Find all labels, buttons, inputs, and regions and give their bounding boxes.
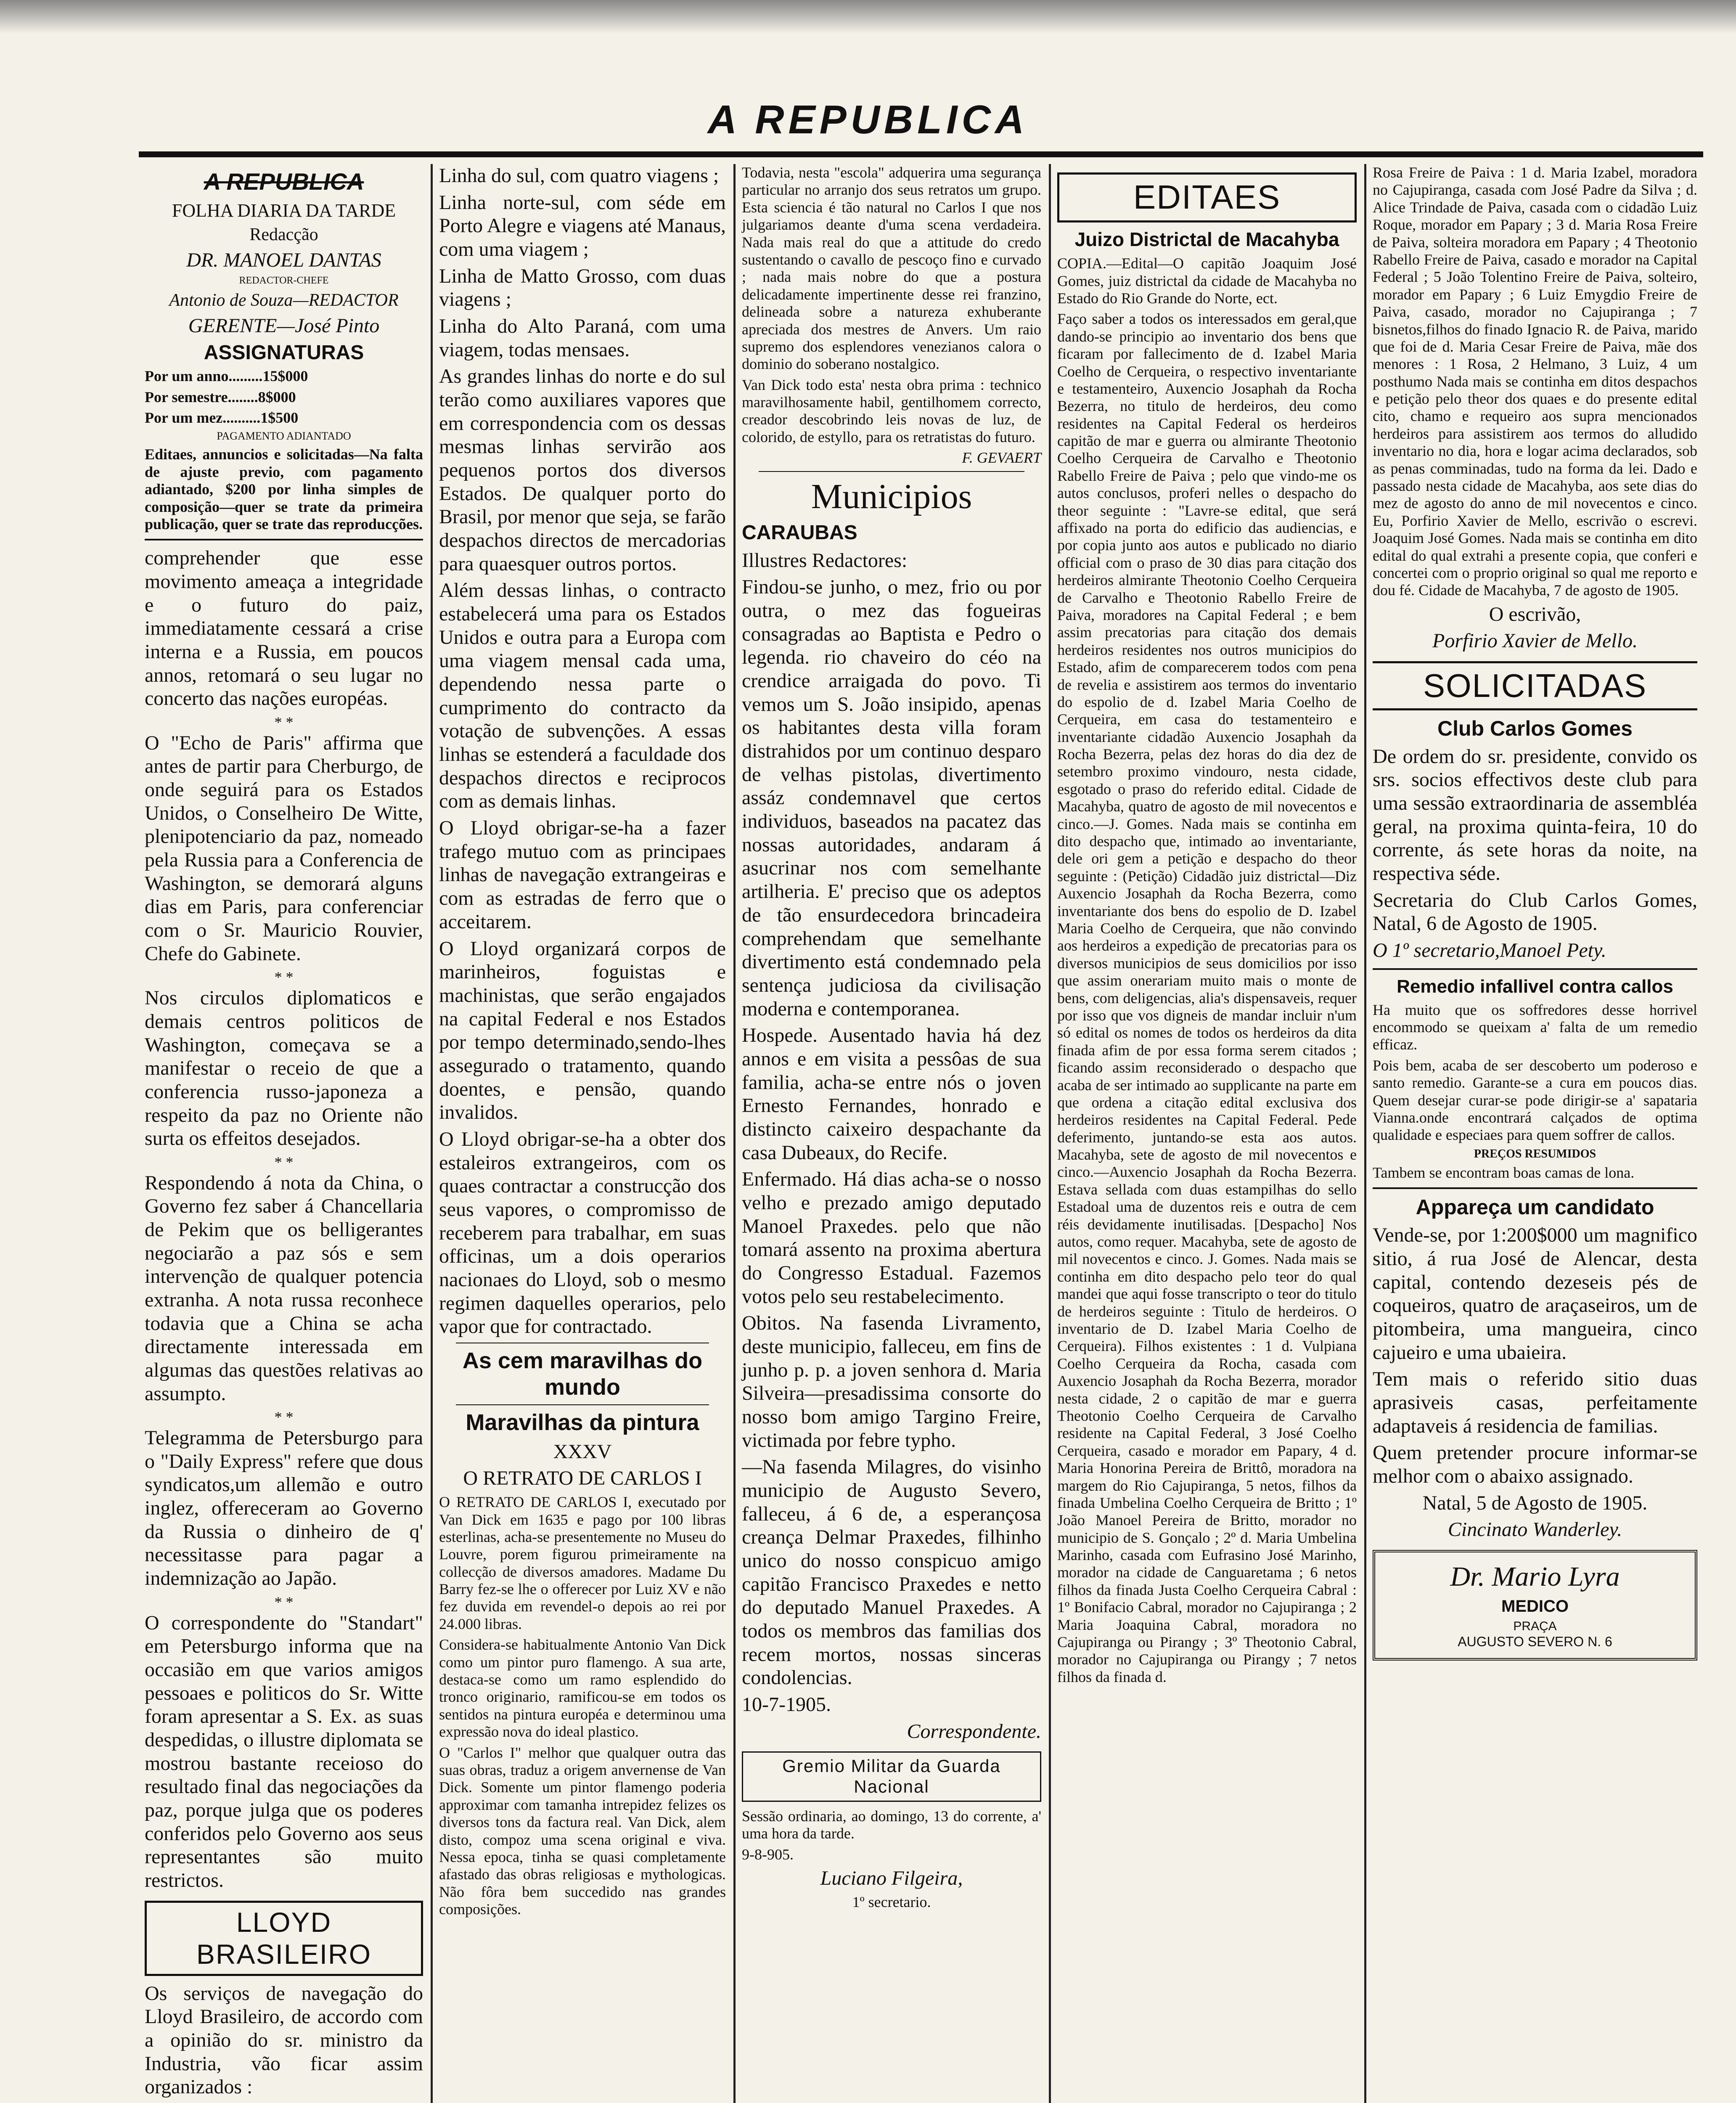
lloyd-title: LLOYD BRASILEIRO: [145, 1901, 423, 1976]
price-year: Por um anno.........15$000: [145, 368, 308, 385]
article-paragraph: O "Echo de Paris" affirma que antes de partir para Cherburgo, de onde seguirá para os Estados Unidos, o Conselheiro De Witte, plenipotenciario da paz, nomeado pela Russia para a Conferencia de Washington, se demorará alguns dias em Paris, para conferenciar com o Sr. Mauricio Rouvier, Chefe do Gabinete.: [145, 731, 423, 965]
article-paragraph: Enfermado. Há dias acha-se o nosso velho e prezado amigo deputado Manoel Praxedes. pelo que não tomará assento na proxima abertura do Congresso Estadual. Fazemos votos pelo seu restabelecimento.: [742, 1168, 1041, 1308]
article-paragraph: Rosa Freire de Paiva : 1 d. Maria Izabel, moradora no Cajupiranga, casada com José Padre da Silva ; d. Alice Trindade de Paiva, casada com o cidadão Luiz Roque, morador em Papary ; 3 d. Maria Rosa Freire de Paiva, solteira moradora em Papary ; 4 Theotonio Rabello Freire de Paiva, casado e morador na Capital Federal ; 5 João Tolentino Freire de Paiva, solteiro, morador em Papary ; 6 Luiz Emygdio Freire de Paiva, casado, morador no Cajupiranga ; 7 bisnetos,filhos do finado Ignacio R. de Paiva, marido que foi de d. Maria Cesar Freire de Paiva, mãe dos menores : 1 Rosa, 2 Helmano, 3 Luiz, 4 um posthumo Nada mais se continha em ditos despachos e petição pelo theor dos quaes e do presente edital cito, chamo e requeiro aos supra mencionados herdeiros para assistirem aos termos do alludido inventario no dia, hora e logar acima declarados, sob as penas comminadas, tudo na forma da lei. Dado e passado nesta cidade de Macahyba, aos sete dias do mez de agosto do anno de mil novecentos e cinco. Eu, Porfirio Xavier de Mello, escrivão o escrevi. Joaquim José Gomes. Nada mais se continha em dito edital do qual extrahi a presente copia, que conferi e concertei com o proprio original so qual me reporto e dou fé. Cidade de Macahyba, 7 de agosto de 1905.: [1373, 164, 1697, 599]
article-paragraph: Quem pretender procure informar-se melhor com o abaixo assignado.: [1373, 1441, 1697, 1488]
redaccao: Redacção: [249, 225, 318, 244]
article-paragraph: Os serviços de navegação do Lloyd Brasileiro, de accordo com a opinião do sr. ministro da Industria, vão ficar assim organizados :: [145, 1982, 423, 2098]
ad-box: [1373, 1550, 1697, 1661]
divider: [1373, 968, 1697, 970]
article-date: 9-8-905.: [742, 1846, 794, 1863]
redactor-chefe: REDACTOR-CHEFE: [239, 275, 329, 286]
article-paragraph: Obitos. Na fasenda Livramento, deste municipio, falleceu, em fins de junho p. p. a joven senhora d. Maria Silveira—presadissima consorte do nosso bom amigo Targino Freire, victimada por febre typho.: [742, 1312, 1041, 1451]
candidato-title: Appareça um candidato: [1416, 1195, 1654, 1219]
escrivao: O escrivão,: [1489, 603, 1581, 625]
article-paragraph: O "Carlos I" melhor que qualquer outra das suas obras, traduz a origem anvernense de Van Dick. Somente um pintor flamengo poderia approximar com tamanha intrepidez felizes os diversos tons da factura real. Van Dick, alem disto, compoz uma scena original e viva. Nessa epoca, tinha se quasi completamente afastado das obras religiosas e mythologicas. Não fôra bem succedido nas grandes composições.: [439, 1744, 726, 1918]
salutation: Illustres Redactores:: [742, 549, 908, 572]
article-paragraph: Findou-se junho, o mez, frio ou por outra, o mez das fogueiras consagradas ao Baptista e Pedro o legenda. rio chaveiro do céo na crendice arraigada do povo. Ti vemos um S. João insipido, apenas os habitantes desta villa foram distrahidos por um continuo desparo de velhas pistolas, divertimento assáz condemnavel que certos individuos, baseados na pacatez das nossas autoridades, andaram á asucrinar nos com semelhante artilheria. E' preciso que os adeptos de tão ensurdecedora brincadeira comprehendam que semelhante divertimento está condemnado pela sentença judiciosa da civilisação moderna e contemporanea.: [742, 576, 1041, 1020]
municipios-title: Municipios: [811, 477, 972, 516]
article-paragraph: Tem mais o referido sitio duas aprasiveis casas, perfeitamente adaptaveis á residencia de familias.: [1373, 1368, 1697, 1437]
club-title: Club Carlos Gomes: [1437, 716, 1633, 740]
article-paragraph: Respondendo á nota da China, o Governo fez saber á Chancellaria de Pekim que os belligerantes negociarão a paz sós e sem intervenção de qualquer potencia extranha. A nota russa reconhece todavia que a China se acha directamente interessada em algumas das questões relativas ao assumpto.: [145, 1171, 423, 1405]
column-4: [1051, 164, 1363, 2103]
article-paragraph: Van Dick todo esta' nesta obra prima : technico maravilhosamente habil, gentilhomem correcto, creador descobrindo leis novas de luz, de colorido, de estyllo, para os retratistas do futuro.: [742, 376, 1041, 445]
price-month: Por um mez..........1$500: [145, 409, 299, 426]
article-paragraph: Vende-se, por 1:200$000 um magnifico sitio, á rua José de Alencar, desta capital, contendo dezeseis pés de coqueiros, quatro de araçaseiros, um de pitombeira, uma mangueira, cinco cajueiro e uma ubaieira.: [1373, 1224, 1697, 1364]
article-paragraph: Sessão ordinaria, ao domingo, 13 do corrente, a' uma hora da tarde.: [742, 1807, 1041, 1842]
scan-shadow: [0, 0, 1736, 34]
article-paragraph: Hospede. Ausentado havia há dez annos e em visita a pessôas de sua familia, acha-se entre nós o joven Ernesto Fernandes, honrado e distincto caixeiro despachante da casa Dubeaux, do Recife.: [742, 1024, 1041, 1164]
masthead-title: A REPUBLICA: [707, 97, 1029, 142]
section-title: As cem maravilhas do mundo: [462, 1348, 703, 1400]
gremio-title: Gremio Militar da Guarda Nacional: [742, 1751, 1041, 1801]
article-paragraph: —Na fasenda Milagres, do visinho municipio de Augusto Severo, falleceu, á 6 de, a esperançosa creança Delmar Praxedes, filhinho unico do nosso conspicuo amigo capitão Francisco Praxedes e netto do deputado Manuel Praxedes. A todos os membros das familias dos recem mortos, nossas sinceras condolencias.: [742, 1456, 1041, 1689]
column-1: [139, 164, 429, 2103]
article-title: O RETRATO DE CARLOS I: [463, 1467, 702, 1490]
precos: PREÇOS RESUMIDOS: [1474, 1147, 1596, 1160]
signature: Correspondente.: [907, 1720, 1041, 1743]
logo: A REPUBLICA: [204, 168, 364, 195]
signature-role: 1º secretario.: [852, 1893, 931, 1910]
ad-profession: MEDICO: [1501, 1597, 1569, 1616]
column-rule: [733, 164, 736, 2103]
article-paragraph: Além dessas linhas, o contracto estabelecerá uma para os Estados Unidos e outra para a Europa com uma viagem mensal cada uma, dependendo nessa parte o cumprimento do contracto da votação de subvenções. A essas linhas se estenderá a faculdade dos despachos directos e reciprocos com as demais linhas.: [439, 579, 726, 813]
article-paragraph: comprehender que esse movimento ameaça a integridade e o futuro do paiz, immediatamente cessará a crise interna e a Russia, em poucos annos, retomará o seu lugar no concerto das nações européas.: [145, 547, 423, 710]
juizo-title: Juizo Districtal de Macahyba: [1074, 228, 1339, 250]
column-rule: [1049, 164, 1051, 2103]
editaes-note: Editaes, annuncios e solicitadas—Na falta de ajuste previo, com pagamento adiantado, $200 por linha simples de composição—quer se trate da primeira publicação, quer se trate das reproducções.: [145, 446, 423, 532]
escrivao-name: Porfirio Xavier de Mello.: [1432, 630, 1638, 652]
subtitle: FOLHA DIARIA DA TARDE: [172, 200, 396, 221]
director: DR. MANOEL DANTAS: [186, 249, 381, 271]
article-paragraph: Pois bem, acaba de ser descoberto um poderoso e santo remedio. Garante-se a cura em poucos dias. Quem desejar curar-se pode dirigir-se a' sapataria Vianna.onde encontrará calçados de optima qualidade e especiaes para quem soffrer de callos.: [1373, 1057, 1697, 1144]
article-number: XXXV: [553, 1440, 612, 1463]
article-paragraph: De ordem do sr. presidente, convido os srs. socios effectivos deste club para uma sessão extraordinaria de assembléa geral, na proxima quinta-feira, 10 do corrente, ás sete horas da noite, na respectiva séde.: [1373, 745, 1697, 885]
article-paragraph: O Lloyd organizará corpos de marinheiros, foguistas e machinistas, que serão engajados na capital Federal e nos Estados por tempo determinado,sendo-lhes assegurado o tratamento, quando doentes, e pensão, quando invalidos.: [439, 937, 726, 1124]
gerente: GERENTE—José Pinto: [188, 314, 380, 337]
asterism: * *: [274, 969, 294, 986]
article-paragraph: Linha de Matto Grosso, com duas viagens ;: [439, 265, 726, 311]
article-paragraph: Faço saber a todos os interessados em geral,que dando-se principio ao inventario dos bens que ficaram por fallecimento de d. Izabel Maria Coelho de Cerqueira, o respectivo inventariante e testamenteiro, Auxencio Josaphah da Rocha Bezerra, no titulo de herdeiros, deu como residentes na Capital Federal os herdeiros capitão de mar e guerra ou almirante Theotonio Coelho Cerqueira de Carvalho e Theotonio Rabello Freire de Paiva ; pelo que vindo-me os autos conclusos, proferi nelles o despacho do theor seguinte : "Lavre-se edital, que será affixado na porta do edificio das audiencias, e por copia junto aos autos e publicado no diario official com o praso de 30 dias para citação dos herdeiros almirante Theotonio Coelho Cerqueira de Carvalho e Theotonio Rabello Freire de Paiva, moradores na Capital Federal ; e bem assim precatorias para citação dos demais herdeiros residentes nos outros municipios do Estado, afim de comparecerem todos com pena de revelia e assistirem aos termos do inventario do espolio de d. Izabel Maria Coelho de Cerqueira, em casa do testamenteiro e inventariante cidadão Auxencio Josaphah da Rocha Bezerra, pelas dez horas do dia dez de setembro proximo vindouro, nesta cidade, esgotado o praso do referido edital. Cidade de Macahyba, quatro de agosto de mil novecentos e cinco.—J. Gomes. Nada mais se continha em dito despacho que, intimado ao inventariante, dele ori gem a petição e despacho do theor seguinte : (Petição) Cidadão juiz districtal—Diz Auxencio Josaphah da Rocha Bezerra, como inventariante dos bens do espolio de D. Izabel Maria Coelho de Cerqueira, que não convindo aos herdeiros a expedição de precatorias para os diversos municipios de seus domicilios por isso que assim onerariam muito mais o monte de bens, com deligencias, alia's dispensaveis, requer por isso que vos digneis de mandar incluir n'um só edital os nomes de todos os herdeiros da dita finada afim de por essa forma serem citados ; ficando assim reconsiderado o despacho que acaba de ser intimado ao supplicante na parte em que ordena a citação edital exclusiva dos herdeiros residentes na Capital Federal. Pede deferimento, juntando-se esta aos autos. Macahyba, sete de agosto de mil novecentos e cinco.—Auxencio Josaphah da Rocha Bezerra. Estava sellada com duas estampilhas do sello Estadoal uma de duzentos reis e outra de cem réis devidamente inutilisadas. [Despacho] Nos autos, como requer. Macahyba, sete de agosto de mil novecentos e cinco. J. Gomes. Nada mais se continha em dito despacho pelo teor do qual mandei que aqui fosse transcripto o teor do titulo de herdeiros seguinte : Titulo de herdeiros. O inventario de D. Izabel Maria Coelho de Cerqueira). Filhos existentes : 1 d. Vulpiana Coelho Cerqueira da Rocha, casada com Auxencio Josaphah da Rocha Bezerra, morador nesta cidade, 2 o capitão de mar e guerra Theotonio Coelho Cerqueira de Carvalho residente na Capital Federal, 3 José Coelho Cerqueira, casado e morador em Papary, 4 d. Maria Honorina Pereira de Brittô, moradora na margem do Rio Cajupiranga, 5 netos, filhos da finada Umbelina Coelho Cerqueira de Britto ; 1º João Manoel Pereira de Britto, morador no municipio de S. Gonçalo ; 2º d. Maria Umbelina Marinho, casada com Eufrasino José Marinho, morador na cidade de Canguaretama ; 6 netos filhos da finada Justa Coelho Cerqueira Cabral : 1º Bonifacio Cabral, morador no Cajupiranga ; 2 Maria Joaquina Cabral, moradora no Cajupiranga ou Pirangy ; 3º Theotonio Cabral, morador no Cajupiranga ou Pirangy ; 7 netos filhos da finada d.: [1057, 310, 1357, 1685]
caraubas-title: CARAUBAS: [742, 522, 857, 544]
ad-name: Dr. Mario Lyra: [1450, 1561, 1620, 1592]
redactor: Antonio de Souza—REDACTOR: [169, 291, 399, 310]
signature: Cincinato Wanderley.: [1448, 1518, 1622, 1541]
asterism: * *: [274, 1593, 294, 1610]
article-paragraph: Nos circulos diplomaticos e demais centros politicos de Washington, começava se a manifestar o receio de que a conferencia russo-japoneza a respeito da paz no Oriente não surta os effeitos desejados.: [145, 987, 423, 1150]
solicitadas-title: SOLICITADAS: [1373, 661, 1697, 710]
article-paragraph: Telegramma de Petersburgo para o "Daily Express" refere que dous syndicatos,um allemão e outro inglez, offereceram ao Governo da Russia o dinheiro de q' necessitasse para pagar a indemnização ao Japão.: [145, 1427, 423, 1590]
column-5: [1367, 164, 1703, 2103]
asterism: * *: [274, 1409, 294, 1426]
article-paragraph: Todavia, nesta "escola" adquerira uma segurança particular no arranjo dos seus retratos um grupo. Esta sciencia é tão natural no Carlos I que nos julgariamos deante d'uma scena verdadeira. Nada mais real do que a attitude do credo sustentando o cavallo de pescoço fino e curvado ; nada mais nobre do que a postura delicadamente impertinente desse rei franzino, delineada sobre a natureza exhuberante apreciada dos mestres de Anvers. Um raio supremo dos esplendores venezianos calora o dominio do soberano nostalgico.: [742, 164, 1041, 373]
article-paragraph: Tambem se encontram boas camas de lona.: [1373, 1164, 1635, 1181]
article-paragraph: O Lloyd obrigar-se-ha a fazer trafego mutuo com as principaes linhas de navegação extrangeiras e com as estradas de ferro que o acceitarem.: [439, 817, 726, 933]
article-paragraph: Considera-se habitualmente Antonio Van Dick como um pintor puro flamengo. A sua arte, destaca-se como um ramo esplendido do tronco originario, ramificou-se em todos os sentidos na pintura européa e determinou uma expressão nova do ideal plastico.: [439, 1636, 726, 1740]
article-paragraph: O Lloyd obrigar-se-ha a obter dos estaleiros extrangeiros, com os quaes contractar a construcção dos seus vapores, o compromisso de receberem para trabalhar, em suas officinas, um a dois operarios nacionaes do Lloyd, sob o mesmo regimen daquelles operarios, pelo vapor que for contractado.: [439, 1128, 726, 1338]
divider: [759, 471, 1024, 472]
masthead-rule: [139, 151, 1703, 157]
ad-address-1: PRAÇA: [1513, 1619, 1557, 1634]
price-semester: Por semestre........8$000: [145, 388, 296, 405]
editaes-title: EDITAES: [1057, 172, 1357, 222]
article-paragraph: Secretaria do Club Carlos Gomes, Natal, 6 de Agosto de 1905.: [1373, 889, 1697, 935]
divider: [1373, 1187, 1697, 1189]
article-date: 10-7-1905.: [742, 1693, 831, 1716]
article-paragraph: COPIA.—Edital—O capitão Joaquim José Gomes, juiz districtal da cidade de Macahyba no Estado do Rio Grande do Norte, ect.: [1057, 255, 1357, 307]
column-rule: [1364, 164, 1366, 2103]
assignaturas: ASSIGNATURAS: [204, 341, 364, 364]
remedio-title: Remedio infallivel contra callos: [1397, 976, 1673, 997]
article-paragraph: As grandes linhas do norte e do sul terão como auxiliares vapores que em correspondencia com os dessas mesmas linhas servirão aos pequenos portos dos diversos Estados. De qualquer porto do Brasil, por menor que seja, se farão despachos directos de mercadorias para quaesquer outros portos.: [439, 365, 726, 575]
article-paragraph: Linha do Alto Paraná, com uma viagem, todas mensaes.: [439, 315, 726, 361]
divider: [145, 539, 423, 540]
subsection-title: Maravilhas da pintura: [466, 1410, 699, 1436]
article-paragraph: Linha do sul, com quatro viagens ;: [439, 164, 719, 187]
signature: Luciano Filgeira,: [820, 1867, 963, 1889]
asterism: * *: [274, 713, 294, 731]
asterism: * *: [274, 1153, 294, 1171]
column-rule: [431, 164, 433, 2103]
divider: [456, 1404, 709, 1405]
column-2: [433, 164, 732, 2103]
pagamento: PAGAMENTO ADIANTADO: [217, 430, 351, 442]
ad-address-2: AUGUSTO SEVERO N. 6: [1458, 1634, 1612, 1649]
signature: F. GEVAERT: [962, 449, 1041, 466]
article-paragraph: O correspondente do "Standart" em Petersburgo informa que na occasião em que varios amigos pessoaes e politicos do Sr. Witte foram apresentar a S. Ex. as suas despedidas, o illustre diplomata se mostrou bastante receioso do resultado final das negociações da paz, porque julga que os poderes conferidos pelo Governo aos seus representantes são muito restrictos.: [145, 1611, 423, 1891]
article-paragraph: O RETRATO DE CARLOS I, executado por Van Dick em 1635 e pago por 100 libras esterlinas, acha-se presentemente no Museu do Louvre, porem figurou primeiramente na collecção de diversos amadores. Madame Du Barry fez-se lhe o offerecer por Luiz XV e não fez duvida em revendel-o depois ao rei por 24.000 libras.: [439, 1494, 726, 1632]
article-date: Natal, 5 de Agosto de 1905.: [1422, 1491, 1648, 1514]
article-paragraph: Linha norte-sul, com séde em Porto Alegre e viagens até Manaus, com uma viagem ;: [439, 191, 726, 261]
column-3: [736, 164, 1047, 2103]
article-paragraph: O 1º secretario,Manoel Pety.: [1373, 939, 1606, 961]
article-paragraph: Ha muito que os soffredores desse horrivel encommodo se queixam a' falta de um remedio efficaz.: [1373, 1001, 1697, 1053]
